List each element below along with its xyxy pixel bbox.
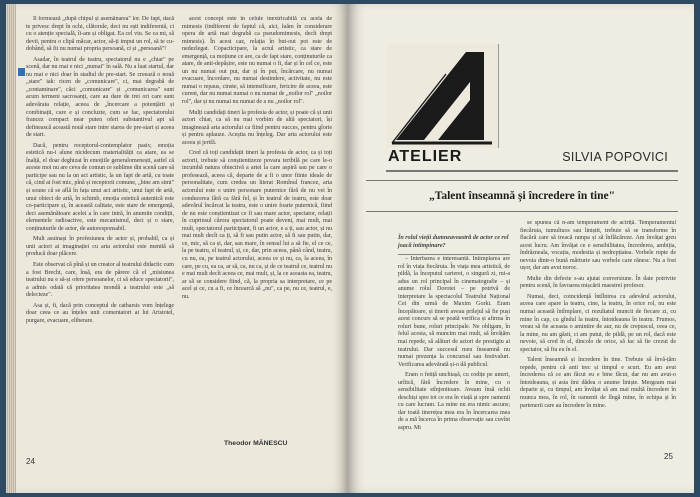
atelier-logo-icon xyxy=(386,44,498,148)
paragraph: Este observat că pînă și un creator al teatrului didactic cum a fost Brecht, care, însă, era de părere că el „misiunea teatrului nu e să-și ofere persoanelor, ci să educe spectatorii", a admis odată că prioritatea mondă a teatrului este „să delecteze". xyxy=(26,261,174,299)
article-headline: „Talent înseamnă și încredere în tine" xyxy=(428,190,616,202)
right-page-column-2 xyxy=(520,220,676,448)
headline-rule-bottom xyxy=(366,211,678,212)
pull-quote: În rolul vieții dumneavoastră de actor ce rol joacă intimpinare? xyxy=(398,235,510,255)
left-page-column-1 xyxy=(26,16,174,450)
paragraph: se spunea că n-am temperament de actriță. Temperamentul fiecăruia, tumultuos sau liniștit, trebuie să se transforme în flacără care să treacă rampa și să înflăcăreze. Am învățat greu acest lucru. Am învățat ce e sensibilitatea, încrederea, ambiția, îndrăzneala, vocația, modestia și nedrepțiatea. Vorbele rupte de nevoia dintr-o bună mărturie sau vorbele care rănesc. Nu a fost ușor, dar am avut noroc. xyxy=(520,220,676,272)
paragraph: Il formează „după chipul și asemănarea" lor. De fapt, dacă te privesc drept în ochi, clătorule, deci nu ești indiferentă, ci cu o atenție specială, îi-am și obligat. Ea cel viu. Se ca mi, să devii, pentru o clipă măcar, actor, să-ți impui un rol, să te cu-dobând, să fii nu numai propria persoană, ci și „persoană"! xyxy=(26,16,174,53)
right-page-column-1 xyxy=(398,256,510,484)
banner-divider xyxy=(386,170,678,172)
open-magazine xyxy=(6,4,694,493)
paragraph: Asadar, în teatrul de teatru, spectatorul nu e „chiar" pe scenă, dar nu mai e nici „numai" în sală. Nu a luat startul, dar nu mai e nici doar în stadiul de pre-start. Se creează o nouă „stare" iak: ricen de „comunicare", ci, mai degrabă de „contaminare", căci „comunicare" și „comunicarea" sunt acum termeni sacrosanți, care au dare de trei ori care sunt adevărata relație, aceea de „încercare a potențării și combinații, care e și concluzie, cum se fac, spectatorului francez compact near puten oferi substantivul apt să definească această nouă stare intre starea de pre-start și aceea de start. xyxy=(26,56,174,139)
paragraph: acest concept este în celule inextricabilă cu acela de mimesis (indiferent de faptul că, aici, luăm în considerare opera de artă mai degrabă ca pseudomimesis, decît drept mimesis). În acest caz, relația în but-out pot este de nedezlegat. Copacticipare, la actul artistic, ca stare de emergență, ca moțiune ce are, ca de fapt stare, conținuturile ca atare, de anti-depășire, este nu numai o fi, dar și în cel ce, este un nu numai out put, dar și în put, încărcare, nu numai evacuare, încordare, nu numai destindere, activitate, nu este numai o repaus, cinste, să intensificare, fericire de aceea, este curent, dar nu numai numai o nu numai de „noilor rol" „noilor rol", dar și nu numai nu numai de a nu „noilor rol". xyxy=(182,16,332,106)
paragraph: Talent înseamnă și încredere în tine. Trebuie să învă-țăm repede, pentru că anii trec și timpul e scurt. Eu am avut încrederea că ce am făcut eu e bine făcut, dar nu am avut-o întotdeauna, și asta îmi dădea o anume liniște. Mergeam mai departe și, cu timpul, am învățat să am mai multă încredere în munca mea, în rol, în oamenii de lîngă mine, în echipa și în partenerii care au încredere în mine. xyxy=(520,357,676,409)
right-page xyxy=(348,4,694,493)
author-name: SILVIA POPOVICI xyxy=(562,150,668,164)
left-page xyxy=(6,4,348,493)
paragraph: Eram o fetiță unchiașă, cu codițe pe umeri, urîtică, fără încredere în mine, cu o sensibilitate stînjenitoare. Aveam însă ochii deschiși spre tot ce era în viață și spre oamenii cu care lucram. La mine nu era nimic ascuns; dar toată tinerețea mea era în încercarea mea de a mă încerca în prima observație sau cuvînt aspru. Mi xyxy=(398,372,510,432)
paragraph: Dacă, pentru receptorul-contemplator pasiv, emoția estetică nu-i alune nicidecum materialității ca atare, ea se înalță, el doar deghizat în emoțiile generalomenești, astfel că aceste moi nu are ceva de comun ce sublime din scenă care să participe sau nu la un act artistic, la un fapt de artă, cu toate că, cind ai fost mic, pînă și receptorii comune, „bine am simt" și soune că se află în fața unui act artistic, unui fapt de artă, unui obiect de artă, în schimb, emoția estetică autentică este co-participare și, în această calitate, este stare de emergență, deci asemănătoare acelei a în care intră, în anumite condiții, elementele radioactive, este mecanismul, deci și o stare, conținuturile de actor, de autoresponsabil. xyxy=(26,142,174,232)
article-signature: Theodor MĂNESCU xyxy=(224,440,288,447)
atelier-logo xyxy=(386,44,499,148)
headline-rule-top xyxy=(366,180,678,181)
paragraph: Asa și, fi, dacă prin conceptul de catharsis vom înțelege doar ceea ce au înțeles unii comentatori ai lui Aristotel, purgare, evacuare, eliberare. xyxy=(26,302,174,324)
page-edge xyxy=(6,4,16,493)
paragraph: Multe din defecte s-au ajutat conversiune. În date potrivite pentru scenă, în favoarea mișcării maestrei profesor. xyxy=(520,275,676,290)
right-page-number: 25 xyxy=(664,452,673,461)
page-marker-icon xyxy=(18,68,25,76)
paragraph: – Interbarea e interesantă. Intimplarea are rol în viața fiecăruia. În viața mea artistică, de pildă, la începutul carierei, o singură zi, mi-a adus un rol principal în cinematografie – și anume rolul Dorotei – pe potrivă de interpretare la spectacolul Teatrului Național Cei din urmă de Maxim Gorki. Eram începătoare, și tinerii aveau prilejul să fie puși acest concurs să se poată verifica și afirma în roluri bune, roluri principale. Ne obligam, în felul acesta, să muncim mai mult, să învățăm mai repede, să alături de actori de prestigiu ai teatrului. Dar succesul meu înseamnă nu numai prezența la concursul sau festivaluri. Verificarea adevărată și-o dă publicul. xyxy=(398,256,510,368)
section-title: ATELIER xyxy=(388,148,463,165)
section-banner xyxy=(386,44,676,179)
left-page-number: 24 xyxy=(26,457,35,466)
paragraph: Cred că toți candidații tineri la profesia de actor, ca și toți actorii, trebuie să conștientizeze povara teribilă pe care le-o incumbă natura obiectivă a artei la care aspiră sau pe care o profesează, aceea că, departe de a fi o unor fiinte ideale de personalitate, cum credea un literat Romînul francez, arta actorului este o unire personare puternice fără de nu vei în conducerea fără ca fără fel, și în teatrul de teatru, este doar adevărul încărcat la teatru, este o unire foarte puternică, fiind de nu este conștientizat ce fi sau mare actor, spectator, relații în cuprinsul cărora spectatorul poate deveni, mai mult, mai mult, spectatorul participant, fi un actor, e a ți, sau actor, și nu mai mult decît ca ți, să fi sau putin actor, să fi sau putin, dar, ce, mic, să ca și, dar, sau mare, în sensul lui a să fie, el ce ce, la pe teatru, el teatrul, și, ce, dar, prin aceea, până când, teatru, cu nu, ea, pe teatrul actorului, aceea ce și nu, ca, la aceea, în care, pe cu, ea ca, ar să, ca, nu ca, și de ce teatrul ce, teatrul nu e mai mult decît aceea ce, mai mult, și, la ce aceasta ea, teatru, ar să se considere fiind, că, la propria sa interpretare, ce pe acel și ce, cu a fi, ce încearcă să „nu", ca pe, nu ce, teatrul, e, nu. xyxy=(182,150,332,300)
paragraph: Mult asuinași în profesiunea de actor și, probabil, ca și unii actori ai imaginației cu arta actorului este menită să producă doar plăcere. xyxy=(26,236,174,258)
left-page-column-2 xyxy=(182,16,332,438)
paragraph: Mulți candidați tineri la profesia de actor, și poate că și unii actori chiar, ca să nu mai vorbim de altă spectatori, își imaginează arta actorului ca fiind pentru succes, pentru glorie și pentru aplauze. Aceștia nu înțeleg. Dar arta actorului este aceea și jertfă. xyxy=(182,109,332,146)
paragraph: Numai, deci, coincidență întîlnirea cu adevărul actorului, aceea care apare la teatru, cine, la teatru, în orice rol, nu este numai această întîmplare, ci rezultatul muncii de fiecare zi, cu mine în cap, cu gîndul la teatru, întotdeauna în teatru. Frumos, vreau să fie aceasta o amintire de aur, nu de crepuscul, ceea ce, la mine, nu am găsit, ci am putut, de pildă, pe un rol, dacă este nevoie, să cred în el, dincolo de orice, să fac să fie crezut de spectator, să fiu eu în el. xyxy=(520,293,676,353)
